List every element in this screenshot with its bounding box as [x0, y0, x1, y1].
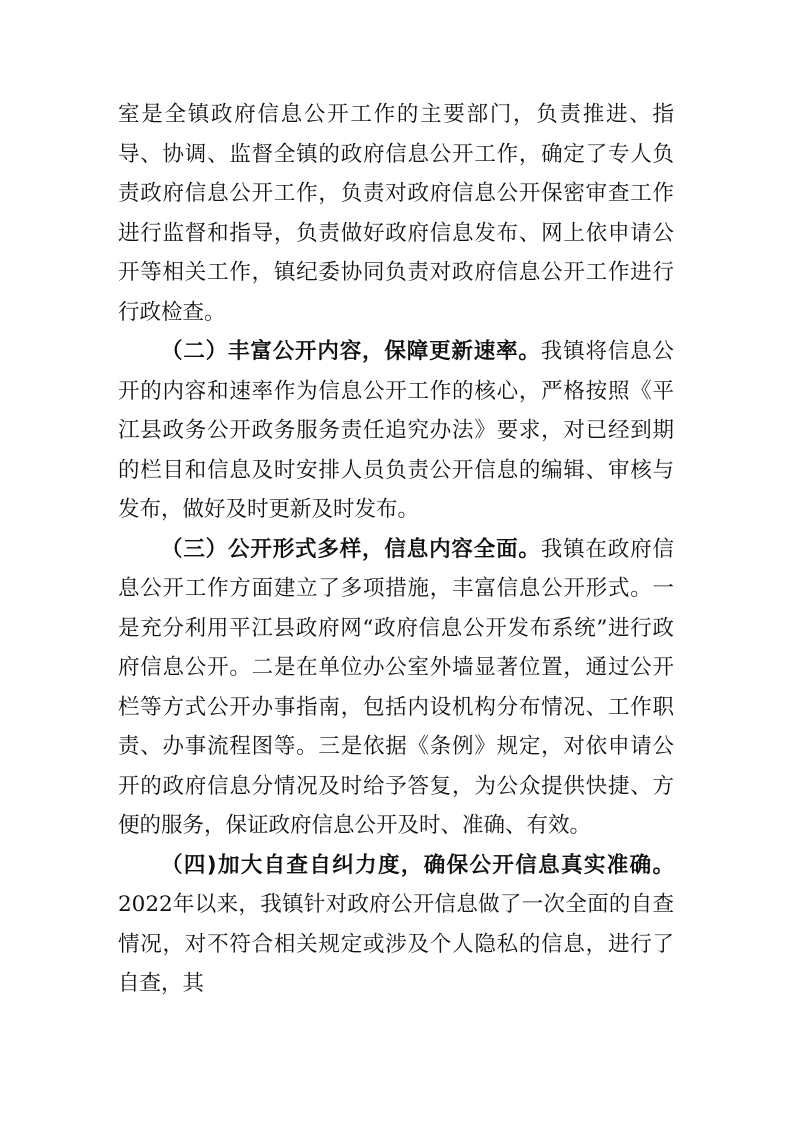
paragraph-text: 2022年以来，我镇针对政府公开信息做了一次全面的自查情况，对不符合相关规定或涉及个人隐私的信息，进行了自查，其 [118, 892, 674, 996]
paragraph-text: 室是全镇政府信息公开工作的主要部门，负责推进、指导、协调、监督全镇的政府信息公开工作，确定了专人负责政府信息公开工作，负责对政府信息公开保密审查工作进行监督和指导，负责做好政府信息发布、网上依申请公开等相关工作，镇纪委协同负责对政府信息公开工作进行行政检查。 [118, 102, 674, 325]
paragraph-text: 我镇在政府信息公开工作方面建立了多项措施，丰富信息公开形式。一是充分利用平江县政府网“政府信息公开发布系统”进行政府信息公开。二是在单位办公室外墙显著位置，通过公开栏等方式公开办事指南，包括内设机构分布情况、工作职责、办事流程图等。三是依据《条例》规定，对依申请公开的政府信息分情况及时给予答复，为公众提供快捷、方便的服务，保证政府信息公开及时、准确、有效。 [118, 536, 674, 838]
paragraph-section-4 [118, 846, 674, 1004]
section-heading: （三）公开形式多样，信息内容全面。 [161, 536, 541, 562]
paragraph-continuation [118, 95, 674, 332]
paragraph-section-3 [118, 530, 674, 846]
paragraph-text: 我镇将信息公开的内容和速率作为信息公开工作的核心，严格按照《平江县政务公开政务服务责任追究办法》要求，对已经到期的栏目和信息及时安排人员负责公开信息的编辑、审核与发布，做好及时更新及时发布。 [118, 339, 674, 522]
paragraph-section-2 [118, 332, 674, 530]
document-body [118, 95, 674, 1004]
section-heading: （二）丰富公开内容，保障更新速率。 [161, 339, 541, 364]
section-heading: （四)加大自查自纠力度，确保公开信息真实准确。 [161, 852, 674, 878]
